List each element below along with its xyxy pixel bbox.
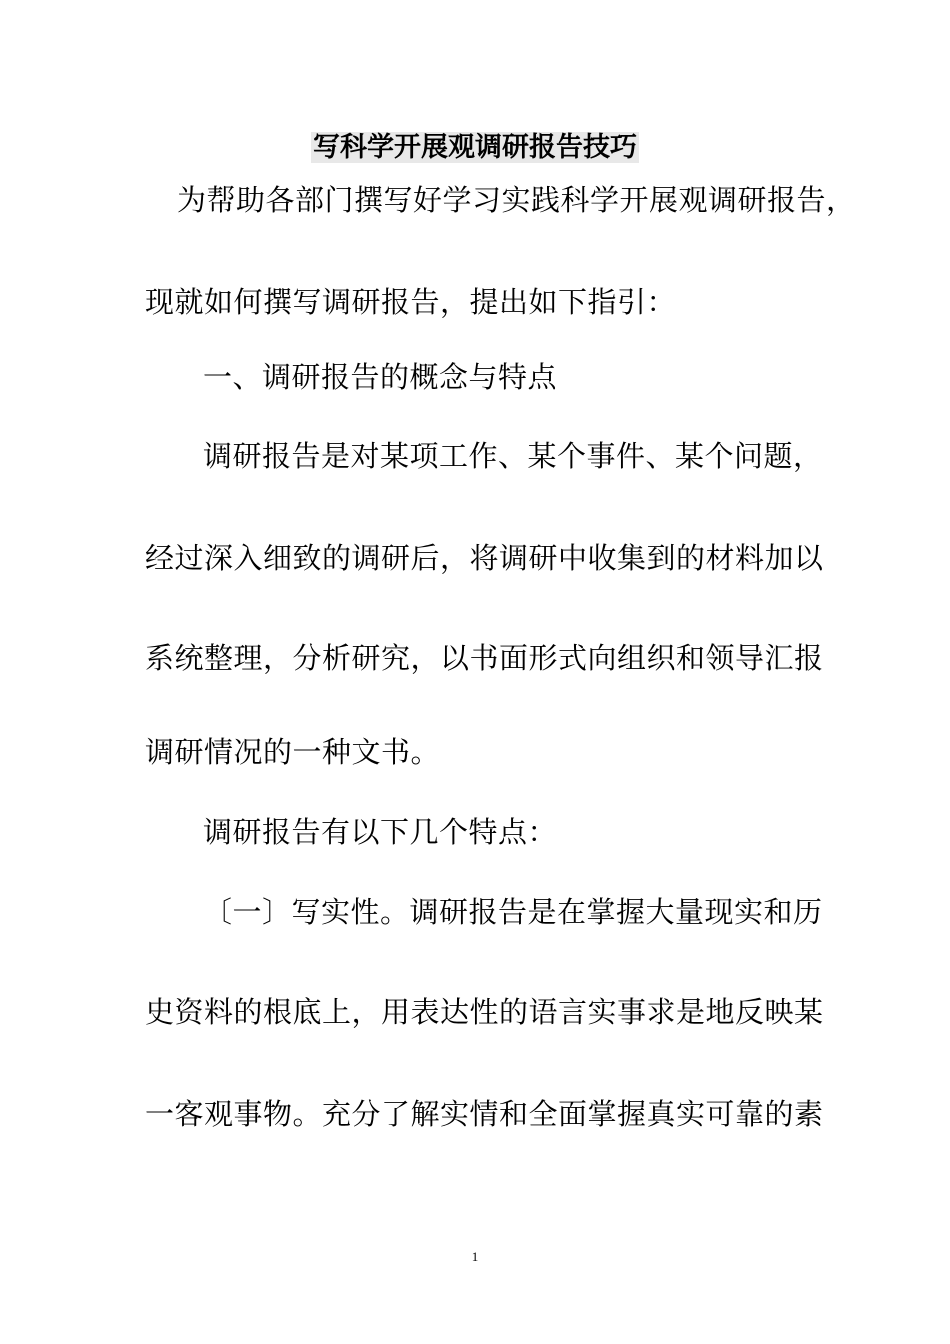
page-number: 1 (471, 1249, 479, 1264)
paragraph-line: 调研报告有以下几个特点： (203, 815, 558, 849)
paragraph-line: 经过深入细致的调研后，将调研中收集到的材料加以 (145, 541, 824, 575)
paragraph-line: 〔一〕写实性。调研报告是在掌握大量现实和历 (203, 895, 823, 929)
section-heading: 一、调研报告的概念与特点 (203, 360, 558, 394)
paragraph-line: 史资料的根底上，用表达性的语言实事求是地反映某 (145, 995, 824, 1029)
document-title-text: 写科学开展观调研报告技巧 (313, 132, 637, 163)
paragraph-line: 调研报告是对某项工作、某个事件、某个问题， (203, 439, 823, 473)
paragraph-line: 一客观事物。充分了解实情和全面掌握真实可靠的素 (145, 1097, 824, 1131)
paragraph-line: 现就如何撰写调研报告，提出如下指引： (145, 285, 677, 319)
paragraph-line: 为帮助各部门撰写好学习实践科学开展观调研报告， (177, 183, 856, 217)
document-title (0, 128, 950, 168)
paragraph-line: 系统整理，分析研究，以书面形式向组织和领导汇报 (145, 641, 824, 675)
paragraph-line: 调研情况的一种文书。 (145, 735, 441, 769)
